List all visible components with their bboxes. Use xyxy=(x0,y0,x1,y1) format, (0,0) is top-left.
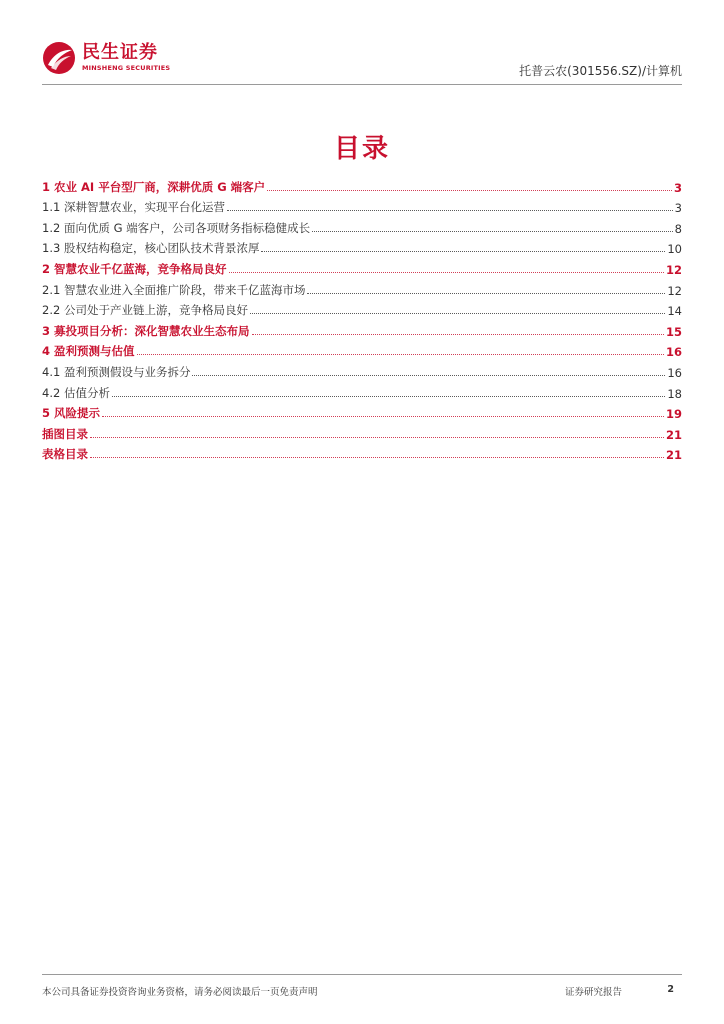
toc-entry[interactable] xyxy=(42,277,682,298)
header-divider xyxy=(42,84,682,85)
toc-entry-page: 21 xyxy=(665,427,682,442)
toc-entry-label: 4 盈利预测与估值 xyxy=(42,344,135,359)
toc-entry-page: 14 xyxy=(667,304,682,319)
toc-entry-label: 3 募投项目分析：深化智慧农业生态布局 xyxy=(42,323,250,338)
toc-dot-leader xyxy=(250,313,665,314)
toc-dot-leader xyxy=(90,437,664,438)
toc-entry[interactable] xyxy=(42,236,682,257)
toc-entry-label: 2.1 智慧农业进入全面推广阶段，带来千亿蓝海市场 xyxy=(42,282,306,297)
toc-dot-leader xyxy=(307,293,665,294)
toc-entry[interactable] xyxy=(42,380,682,401)
page-footer xyxy=(42,984,682,998)
toc-dot-leader xyxy=(102,416,664,417)
toc-entry-page: 12 xyxy=(665,262,682,277)
page-header xyxy=(42,40,682,84)
logo-chinese-name: 民生证券 xyxy=(82,42,158,64)
toc-entry-page: 15 xyxy=(665,324,682,339)
toc-dot-leader xyxy=(312,231,673,232)
table-of-contents xyxy=(42,174,682,462)
toc-entry[interactable] xyxy=(42,215,682,236)
toc-entry[interactable] xyxy=(42,442,682,463)
toc-entry-page: 3 xyxy=(673,180,682,195)
toc-entry-page: 19 xyxy=(665,407,682,422)
toc-dot-leader xyxy=(192,375,665,376)
toc-entry-label: 1.1 深耕智慧农业，实现平台化运营 xyxy=(42,200,225,215)
toc-entry-label: 5 风险提示 xyxy=(42,406,101,421)
toc-dot-leader xyxy=(252,334,664,335)
toc-entry-page: 18 xyxy=(667,386,682,401)
toc-entry-label: 插图目录 xyxy=(42,426,88,441)
footer-report-type: 证券研究报告 xyxy=(564,987,622,998)
toc-entry-label: 4.1 盈利预测假设与业务拆分 xyxy=(42,364,191,379)
logo-english-name: MINSHENG SECURITIES xyxy=(82,64,171,73)
toc-entry-page: 21 xyxy=(665,448,682,463)
toc-entry-page: 12 xyxy=(667,283,682,298)
minsheng-logo-icon xyxy=(42,41,76,75)
toc-dot-leader xyxy=(229,272,664,273)
footer-disclaimer: 本公司具备证券投资咨询业务资格，请务必阅读最后一页免责声明 xyxy=(42,987,318,998)
toc-entry-label: 2.2 公司处于产业链上游，竞争格局良好 xyxy=(42,303,248,318)
toc-entry[interactable] xyxy=(42,174,682,195)
toc-entry[interactable] xyxy=(42,421,682,442)
toc-dot-leader xyxy=(227,210,673,211)
toc-dot-leader xyxy=(267,190,672,191)
toc-entry[interactable] xyxy=(42,298,682,319)
document-reference: 托普云农(301556.SZ)/计算机 xyxy=(519,64,682,78)
toc-entry-label: 2 智慧农业千亿蓝海，竞争格局良好 xyxy=(42,261,227,276)
toc-entry-page: 8 xyxy=(674,221,682,236)
toc-entry[interactable] xyxy=(42,401,682,422)
toc-entry[interactable] xyxy=(42,256,682,277)
toc-dot-leader xyxy=(137,354,664,355)
toc-entry-page: 16 xyxy=(665,345,682,360)
toc-entry-label: 4.2 估值分析 xyxy=(42,385,110,400)
toc-entry-page: 10 xyxy=(667,242,682,257)
minsheng-logo xyxy=(42,40,170,76)
toc-entry[interactable] xyxy=(42,339,682,360)
toc-entry[interactable] xyxy=(42,359,682,380)
page-number: 2 xyxy=(667,984,674,995)
toc-entry-page: 3 xyxy=(674,201,682,216)
toc-entry[interactable] xyxy=(42,195,682,216)
toc-entry-label: 1.2 面向优质 G 端客户，公司各项财务指标稳健成长 xyxy=(42,220,311,235)
toc-entry[interactable] xyxy=(42,318,682,339)
footer-divider xyxy=(42,974,682,975)
toc-entry-label: 表格目录 xyxy=(42,447,88,462)
toc-dot-leader xyxy=(90,457,664,458)
toc-entry-label: 1.3 股权结构稳定，核心团队技术背景浓厚 xyxy=(42,241,260,256)
toc-dot-leader xyxy=(112,396,665,397)
toc-entry-label: 1 农业 AI 平台型厂商，深耕优质 G 端客户 xyxy=(42,179,266,194)
toc-title: 目录 xyxy=(333,134,390,164)
toc-entry-page: 16 xyxy=(667,365,682,380)
toc-dot-leader xyxy=(261,251,665,252)
